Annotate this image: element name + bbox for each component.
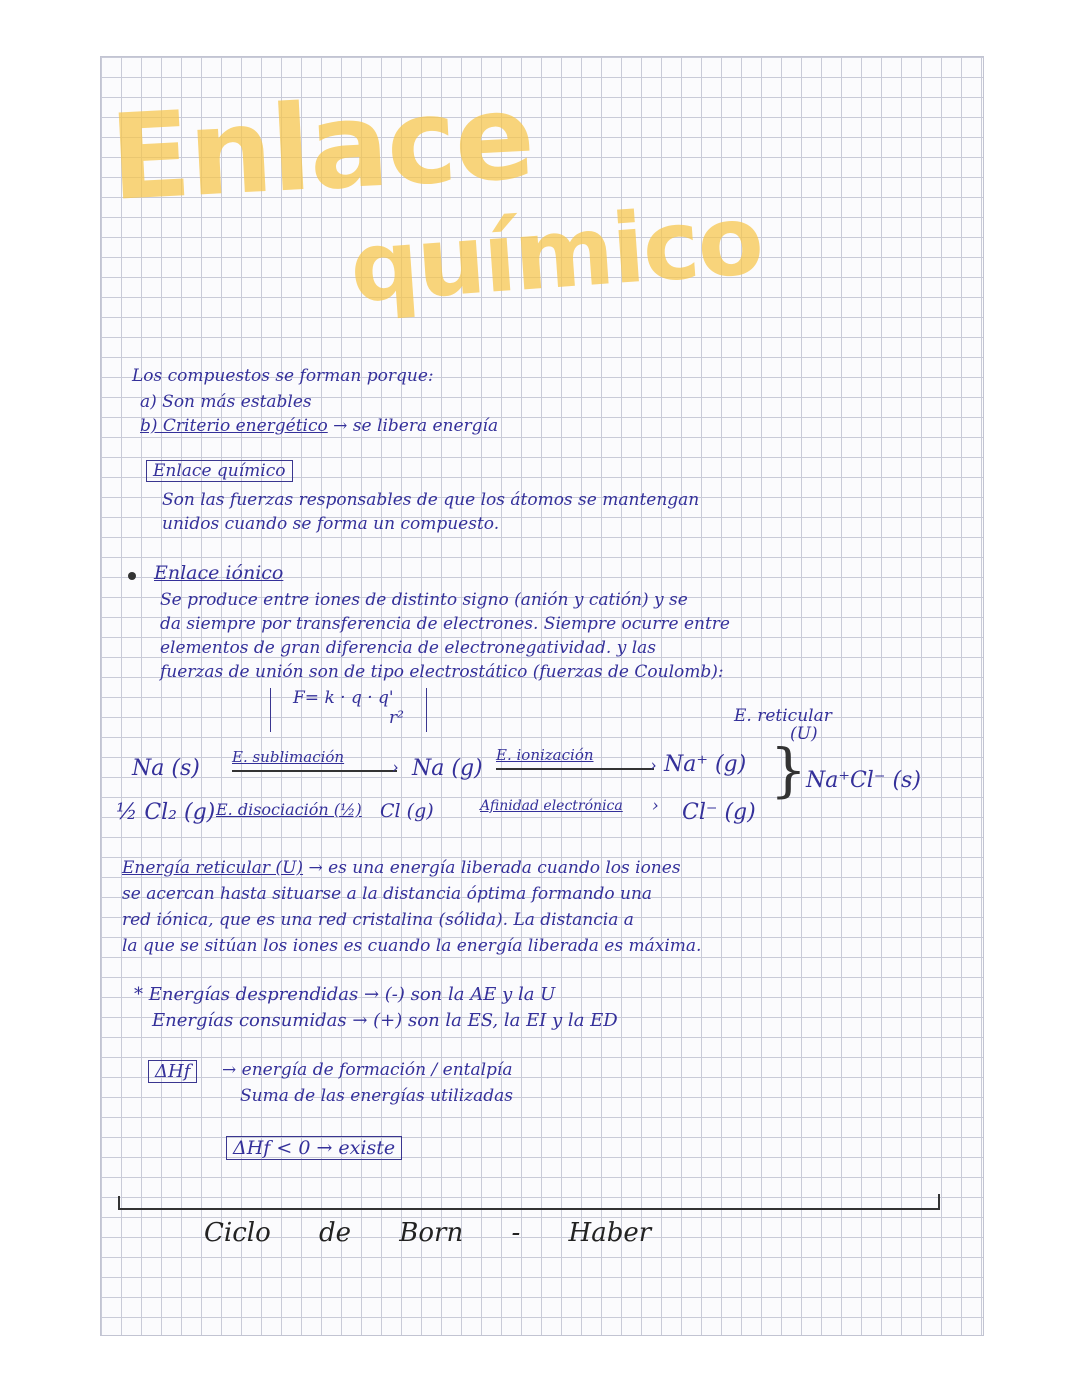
entalpia-line-1: → energía de formación / entalpía xyxy=(222,1060,513,1080)
entalpia-line-2: Suma de las energías utilizadas xyxy=(240,1086,514,1106)
e-reticular-u: (U) xyxy=(790,724,818,744)
intro-item-a: a) Son más estables xyxy=(140,392,312,412)
entalpia-condition: ΔHf < 0 → existe xyxy=(226,1136,402,1160)
enlace-ionico-line-1: Se produce entre iones de distinto signo (anión y catión) y se xyxy=(160,590,688,610)
intro-item-b xyxy=(140,416,498,436)
e-ionizacion-label: E. ionización xyxy=(496,746,594,764)
coulomb-formula xyxy=(270,688,427,732)
enlace-ionico-heading: Enlace iónico xyxy=(154,562,284,584)
cl-minus-gas: Cl⁻ (g) xyxy=(682,800,756,825)
intro-heading: Los compuestos se forman porque: xyxy=(132,366,434,386)
na-solid: Na (s) xyxy=(132,756,200,781)
divider-left-tick xyxy=(118,1196,120,1210)
enlace-quimico-line-2: unidos cuando se forma un compuesto. xyxy=(162,514,500,534)
cl-gas: Cl (g) xyxy=(380,800,434,822)
coulomb-formula-denominator: r² xyxy=(389,708,404,728)
e-reticular-label: E. reticular xyxy=(734,706,832,726)
enlace-ionico-line-4: fuerzas de unión son de tipo electrostático (fuerzas de Coulomb): xyxy=(160,662,724,682)
enlace-quimico-line-1: Son las fuerzas responsables de que los átomos se mantengan xyxy=(162,490,700,510)
arrow-icon: → xyxy=(333,416,348,436)
energia-reticular-line-1: → es una energía liberada cuando los iones xyxy=(308,858,681,878)
arrow-ionizacion-line xyxy=(496,768,654,770)
e-disociacion-label: E. disociación (½) xyxy=(216,800,362,819)
na-plus-gas: Na⁺ (g) xyxy=(664,752,747,777)
brace-icon: } xyxy=(770,736,807,804)
arrow-ionizacion-icon: › xyxy=(650,756,657,776)
energias-consumidas: Energías consumidas → (+) son la ES, la EI y la ED xyxy=(152,1010,618,1031)
enlace-ionico-line-2: da siempre por transferencia de electrones. Siempre ocurre entre xyxy=(160,614,730,634)
energia-reticular-line-2: se acercan hasta situarse a la distancia óptima formando una xyxy=(122,884,653,904)
energia-reticular-row xyxy=(122,858,681,878)
arrow-sublimacion-line xyxy=(232,770,397,772)
title-line-1: Enlace xyxy=(106,67,536,227)
na-gas: Na (g) xyxy=(412,756,483,781)
divider-right-tick xyxy=(938,1194,940,1210)
energia-reticular-heading: Energía reticular (U) xyxy=(122,858,304,878)
coulomb-formula-numerator: F= k · q · q' xyxy=(293,688,394,708)
energias-desprendidas: * Energías desprendidas → (-) son la AE y la U xyxy=(134,984,556,1005)
arrow-sublimacion-icon: › xyxy=(392,758,399,778)
afinidad-label: Afinidad electrónica xyxy=(480,798,623,814)
e-sublimacion-label: E. sublimación xyxy=(232,748,345,766)
footer-born-haber: Ciclo de Born - Haber xyxy=(204,1218,652,1248)
title-line-2: químico xyxy=(346,183,766,325)
energia-reticular-line-4: la que se sitúan los iones es cuando la energía liberada es máxima. xyxy=(122,936,702,956)
nacl-solid: Na⁺Cl⁻ (s) xyxy=(806,768,921,793)
arrow-afinidad-icon: › xyxy=(652,796,659,816)
intro-item-b-text: se libera energía xyxy=(352,416,499,436)
cl2-gas: ½ Cl₂ (g) xyxy=(116,800,216,825)
enlace-quimico-heading: Enlace químico xyxy=(146,460,293,482)
intro-item-b-label: b) Criterio energético xyxy=(140,416,328,436)
enlace-ionico-line-3: elementos de gran diferencia de electronegatividad. y las xyxy=(160,638,656,658)
bullet-icon xyxy=(128,572,136,580)
divider-line xyxy=(118,1208,940,1210)
entalpia-box: ΔHf xyxy=(148,1060,197,1083)
energia-reticular-line-3: red iónica, que es una red cristalina (sólida). La distancia a xyxy=(122,910,634,930)
